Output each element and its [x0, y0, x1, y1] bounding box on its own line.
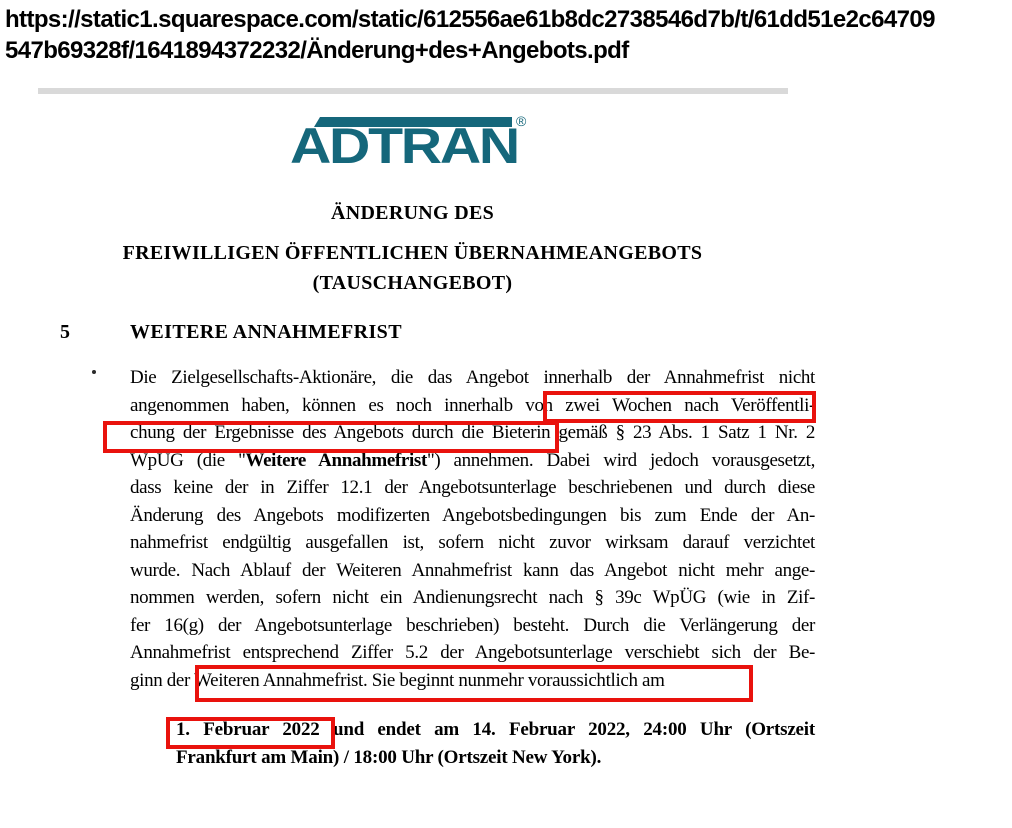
document-title	[35, 201, 790, 295]
bullet-dot	[92, 370, 96, 374]
text-line: ginn der Weiteren Annahmefrist. Sie beginnt nunmehr voraussichtlich am	[130, 669, 665, 691]
text-line: Die Zielgesellschafts-Aktionäre, die das Angebot innerhalb der Annahmefrist nicht	[130, 367, 815, 388]
text-line: WpÜG (die "Weitere Annahmefrist") annehmen. Dabei wird jedoch vorausgesetzt,	[130, 449, 816, 471]
text-line: Änderung des Angebots modifizerten Angebotsbedingungen bis zum Ende der An-	[130, 504, 815, 526]
adtran-logo-graphic	[290, 111, 530, 167]
text-line: nommen werden, sofern nicht ein Andienungsrecht nach § 39c WpÜG (wie in Zif-	[130, 587, 815, 608]
text-line: fer 16(g) der Angebotsunterlage beschrieben) besteht. Durch die Verlängerung der	[130, 614, 815, 636]
section-number: 5	[60, 321, 70, 343]
text-line: 1. Februar 2022 und endet am 14. Februar 2022, 24:00 Uhr (Ortszeit	[176, 719, 815, 740]
text-line: Annahmefrist entsprechend Ziffer 5.2 der Angebotsunterlage verschiebt sich der Be-	[130, 642, 815, 663]
url-text-line-1: https://static1.squarespace.com/static/612556ae61b8dc2738546d7b/t/61dd51e2c64709	[5, 6, 935, 33]
text-line: wurde. Nach Ablauf der Weiteren Annahmefrist kann das Angebot nicht mehr ange-	[130, 559, 815, 581]
body-paragraph	[130, 364, 815, 694]
date-paragraph	[176, 716, 815, 771]
url-text-line-2: 547b69328f/1641894372232/Änderung+des+Angebots.pdf	[5, 37, 629, 64]
adtran-logo	[290, 111, 530, 167]
url-text	[5, 4, 1007, 66]
text-line: dass keine der in Ziffer 12.1 der Angebotsunterlage beschriebenen und durch diese	[130, 477, 815, 498]
title-line-3: (TAUSCHANGEBOT)	[312, 272, 513, 294]
text-line: nahmefrist endgültig ausgefallen ist, sofern nicht zuvor wirksam darauf verzichtet	[130, 532, 815, 553]
adtran-logo-text: ADTRAN	[290, 118, 518, 167]
title-line-1: ÄNDERUNG DES	[330, 202, 495, 224]
title-line-2: FREIWILLIGEN ÖFFENTLICHEN ÜBERNAHMEANGEBOTS	[122, 242, 703, 264]
section-title: WEITERE ANNAHMEFRIST	[130, 321, 402, 343]
text-line: angenommen haben, können es noch innerhalb von zwei Wochen nach Veröffentli-	[130, 394, 815, 416]
divider-bar	[38, 88, 788, 94]
text-line: Frankfurt am Main) / 18:00 Uhr (Ortszeit New York).	[176, 746, 602, 768]
registered-mark-icon: ®	[516, 113, 527, 129]
text-line: chung der Ergebnisse des Angebots durch die Bieterin gemäß § 23 Abs. 1 Satz 1 Nr. 2	[130, 422, 815, 443]
